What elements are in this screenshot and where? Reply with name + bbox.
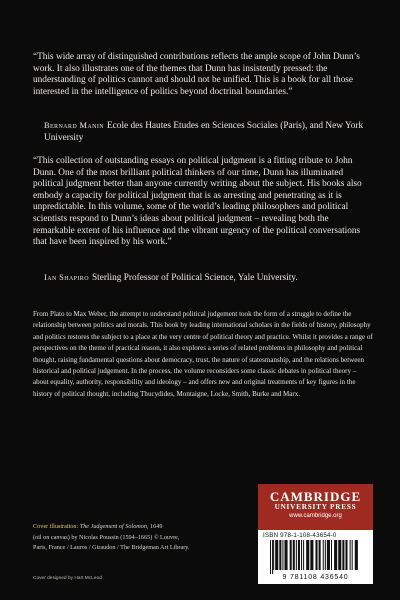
credit-year: 1649 bbox=[150, 523, 163, 530]
barcode-guard-bar bbox=[272, 540, 273, 574]
barcode-bar bbox=[284, 540, 287, 570]
barcode-bar bbox=[282, 540, 283, 570]
barcode-bar bbox=[323, 540, 324, 570]
credit-line-2: (oil on canvas) by Nicolas Poussin (1594–1665) © Louvre, bbox=[33, 533, 180, 541]
credit-work-title: The Judgement of Solomon, bbox=[79, 523, 149, 530]
cover-designer-credit: Cover designed by Hart McLeod bbox=[33, 576, 102, 581]
publisher-url: www.cambridge.org bbox=[289, 513, 342, 519]
barcode-bar bbox=[345, 540, 347, 570]
barcode-bar bbox=[350, 540, 351, 570]
endorser-affiliation-manin: Ecole des Hautes Etudes en Sciences Sociales (Paris), and New York University bbox=[44, 121, 364, 143]
barcode-bar bbox=[342, 540, 344, 570]
barcode-bar bbox=[293, 540, 295, 570]
barcode-graphic bbox=[270, 540, 362, 574]
endorsement-quote-shapiro: “This collection of outstanding essays on political judgment is a fitting tribute to John Dunn. One of the most brilliant political thinkers of our time, Dunn has illuminated political judgment better than anyone currently writing about the subject. His books also embody a capacity for political judgment that is as arresting and penetrating as it is unpredictable. In this volume, some of the world’s leading philosophers and political scientists respond to Dunn’s ideas about political judgment – revealing both the remarkable extent of his influence and the vibrant urgency of the political conversations that have been inspired by his work.” bbox=[33, 156, 362, 248]
credit-label: Cover illustration: bbox=[33, 523, 79, 530]
barcode-digits: 9 781108 436540 bbox=[282, 574, 349, 581]
endorser-name-manin: Bernard Manin bbox=[44, 121, 104, 130]
cover-illustration-credit bbox=[33, 522, 233, 554]
endorser-name-shapiro: Ian Shapiro bbox=[44, 273, 89, 282]
endorsement-attribution-manin bbox=[44, 120, 374, 144]
barcode-bar bbox=[290, 540, 292, 570]
isbn-barcode-panel bbox=[258, 530, 373, 584]
barcode-bar bbox=[327, 540, 330, 570]
barcode-bar bbox=[355, 540, 358, 570]
publisher-subtitle: UNIVERSITY PRESS bbox=[274, 503, 357, 511]
endorser-affiliation-shapiro: Sterling Professor of Political Science, Yale University. bbox=[91, 273, 298, 283]
barcode-bar bbox=[296, 540, 297, 570]
barcode-guard-bar bbox=[270, 540, 271, 574]
barcode-bar bbox=[301, 540, 302, 570]
book-description: From Plato to Max Weber, the attempt to understand political judgement took the form of a struggle to define the relationship between politics and morals. This book by leading international scholars in the fields of history, philosophy and politics restores the subject to a place at the very centre of political theory and practice. Whilst it provides a range of perspectives on the theme of practical reason, it also explores a series of related problems in philosophy and political thought, raising fundamental questions about democracy, trust, the nature of statesmanship, and the relations between historical and political judgement. In the process, the volume reconsiders some classic debates in political theory – about equality, authority, responsibility and ideology – and offers new and original treatments of key figures in the history of political thought, including Thucydides, Montaigne, Locke, Smith, Burke and Marx. bbox=[33, 310, 373, 398]
barcode-bar bbox=[325, 540, 326, 570]
barcode-bar bbox=[306, 540, 309, 570]
publisher-logo bbox=[258, 484, 373, 530]
barcode-bar bbox=[331, 540, 332, 570]
barcode-bar bbox=[338, 540, 341, 570]
endorsement-quote-manin: “This wide array of distinguished contributions reflects the ample scope of John Dunn’s work. It also illustrates one of the themes that Dunn has insistently pressed: the understanding of politics cannot and should not be unified. This is a book for all those interested in the intelligence of politics beyond doctrinal boundaries.” bbox=[33, 52, 360, 97]
barcode-bar bbox=[298, 540, 300, 570]
barcode-bar bbox=[310, 540, 313, 570]
endorsement-attribution-shapiro bbox=[44, 272, 374, 285]
barcode-bar bbox=[279, 540, 281, 570]
credit-line-3: Paris, France / Lauros / Giraudon / The Bridgeman Art Library. bbox=[33, 544, 190, 551]
isbn-number: ISBN 978-1-108-43654-0 bbox=[263, 532, 337, 539]
barcode-bar bbox=[334, 540, 337, 570]
barcode-bar bbox=[319, 540, 321, 570]
barcode-bar bbox=[303, 540, 304, 570]
barcode-bar bbox=[352, 540, 353, 570]
barcode-bar bbox=[273, 540, 274, 570]
barcode-bar bbox=[315, 540, 317, 570]
credit-line-1 bbox=[33, 522, 233, 533]
publisher-name: CAMBRIDGE bbox=[269, 489, 362, 504]
barcode-bar bbox=[275, 540, 278, 570]
